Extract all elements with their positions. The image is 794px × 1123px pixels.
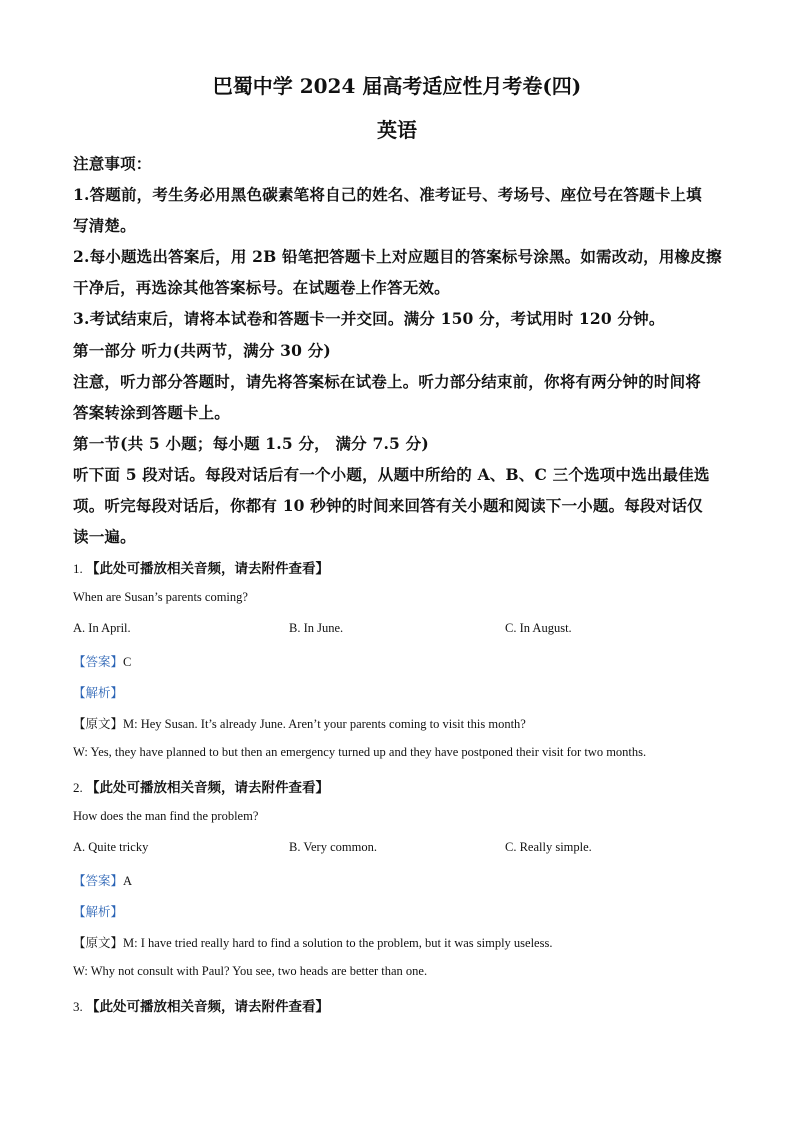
question-2-option-c: C. Really simple. xyxy=(505,840,592,854)
question-1-option-a: A. In April. xyxy=(73,621,131,635)
question-2-reply: W: Why not consult with Paul? You see, two heads are better than one. xyxy=(73,964,428,978)
question-2-stem: How does the man find the problem? xyxy=(73,809,259,823)
notice-item-1: 1.答题前，考生务必用黑色碳素笔将自己的姓名、准考证号、考场号、座位号在答题卡上填 xyxy=(73,185,702,204)
part1-note: 注意，听力部分答题时，请先将答案标在试卷上。听力部分结束前，你将有两分钟的时间将 xyxy=(73,372,702,391)
analysis-label: 【解析】 xyxy=(73,686,124,700)
question-2-original xyxy=(73,933,552,951)
question-2-header xyxy=(73,776,329,796)
question-1-answer xyxy=(73,652,131,670)
section1-instruction-end: 读一遍。 xyxy=(73,527,136,546)
question-3-header xyxy=(73,995,329,1015)
original-label: 【原文】 xyxy=(73,717,124,731)
part1-note-cont: 答案转涂到答题卡上。 xyxy=(73,403,231,422)
question-number: 3. xyxy=(73,999,86,1014)
analysis-label: 【解析】 xyxy=(73,905,124,919)
question-number: 1. xyxy=(73,561,86,576)
exam-title: 巴蜀中学 2024 届高考适应性月考卷(四) xyxy=(212,74,582,98)
question-1-reply: W: Yes, they have planned to but then an emergency turned up and they have postponed their visit for two months. xyxy=(73,745,647,759)
original-text: M: Hey Susan. It’s already June. Aren’t your parents coming to visit this month? xyxy=(123,717,526,731)
notice-item-1-cont: 写清楚。 xyxy=(73,216,136,235)
question-2-option-b: B. Very common. xyxy=(289,840,377,854)
original-label: 【原文】 xyxy=(73,936,124,950)
audio-link[interactable]: 【此处可播放相关音频，请去附件查看】 xyxy=(86,561,329,577)
answer-label: 【答案】 xyxy=(73,874,124,888)
subject-title: 英语 xyxy=(377,118,417,142)
question-2-option-a: A. Quite tricky xyxy=(73,840,149,854)
question-2-analysis xyxy=(73,902,123,920)
notice-item-2: 2.每小题选出答案后，用 2B 铅笔把答题卡上对应题目的答案标号涂黑。如需改动，用橡皮擦 xyxy=(73,247,722,266)
question-1-original xyxy=(73,714,526,732)
answer-label: 【答案】 xyxy=(73,655,124,669)
question-1-header xyxy=(73,557,329,577)
notice-heading: 注意事项： xyxy=(73,154,152,173)
question-1-stem: When are Susan’s parents coming? xyxy=(73,590,248,604)
question-1-option-c: C. In August. xyxy=(505,621,572,635)
question-1-option-b: B. In June. xyxy=(289,621,344,635)
section1-instruction: 听下面 5 段对话。每段对话后有一个小题，从题中所给的 A、B、C 三个选项中选出最佳选 xyxy=(73,465,710,484)
part1-heading: 第一部分 听力(共两节，满分 30 分) xyxy=(73,341,331,360)
question-2-answer xyxy=(73,871,132,889)
answer-value: C xyxy=(123,655,132,669)
notice-item-2-cont: 干净后，再选涂其他答案标号。在试题卷上作答无效。 xyxy=(73,278,450,297)
audio-link[interactable]: 【此处可播放相关音频，请去附件查看】 xyxy=(86,999,329,1015)
audio-link[interactable]: 【此处可播放相关音频，请去附件查看】 xyxy=(86,780,329,796)
section1-heading: 第一节(共 5 小题；每小题 1.5 分， 满分 7.5 分) xyxy=(73,434,429,453)
original-text: M: I have tried really hard to find a solution to the problem, but it was simply useless. xyxy=(123,936,553,950)
notice-item-3: 3.考试结束后，请将本试卷和答题卡一并交回。满分 150 分，考试用时 120 分钟。 xyxy=(73,309,665,328)
answer-value: A xyxy=(123,874,133,888)
question-1-analysis xyxy=(73,683,123,701)
section1-instruction-cont: 项。听完每段对话后，你都有 10 秒钟的时间来回答有关小题和阅读下一小题。每段对话仅 xyxy=(73,496,703,515)
question-number: 2. xyxy=(73,780,86,795)
